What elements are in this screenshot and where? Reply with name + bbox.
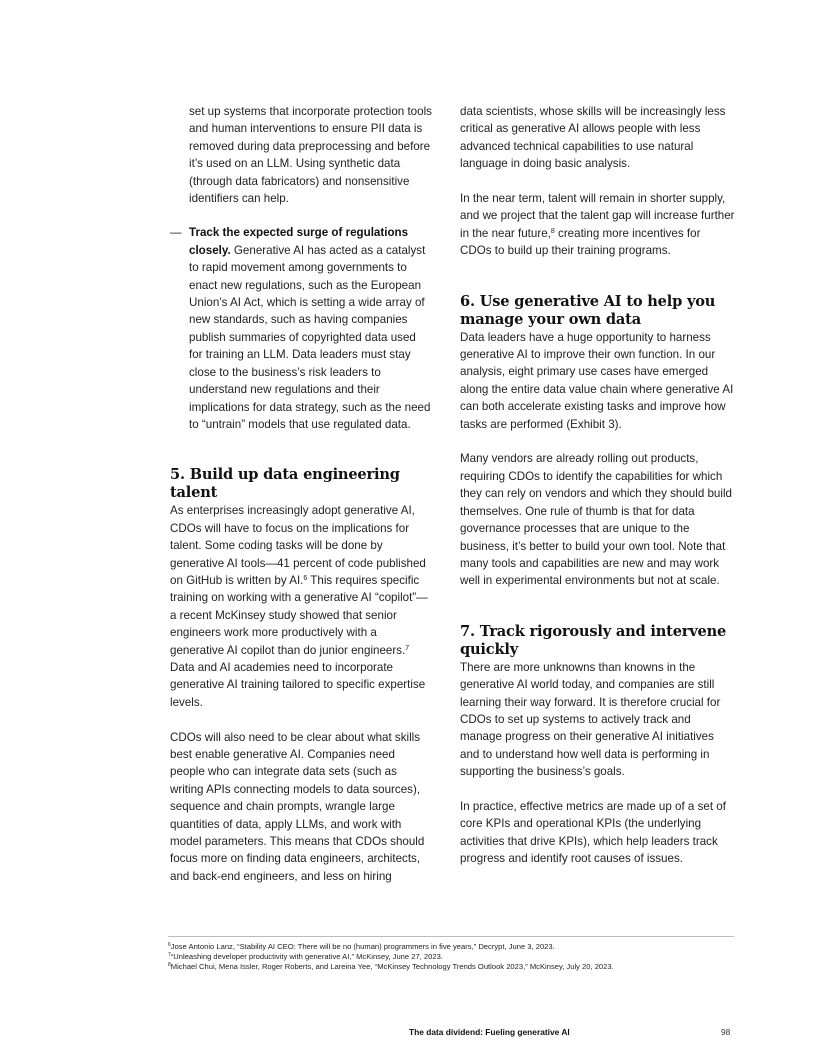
footnote-7 [168, 952, 734, 962]
footnote-text: Jose Antonio Lanz, “Stability AI CEO: There will be no (human) programmers in five years,” Decrypt, June 3, 2023. [170, 942, 555, 951]
bullet-lead: Track the expected surge of regulations closely. [189, 226, 409, 257]
text-run: creating more incentives for CDOs to build up their training programs. [460, 226, 701, 258]
footnote-number: 8 [168, 962, 171, 968]
right-column [460, 103, 735, 868]
continuation-paragraph: data scientists, whose skills will be increasingly less critical as generative AI allows people with less advanced technical capabilities to use natural language in doing basic analysis. [460, 105, 726, 171]
talent-paragraph [460, 190, 735, 260]
section-7-paragraph-2: In practice, effective metrics are made up of a set of core KPIs and operational KPIs (the underlying activities that drive KPIs), which help leaders track progress and identify root causes of issues. [460, 799, 726, 866]
left-column [170, 103, 432, 885]
page-number: 98 [721, 1027, 731, 1037]
section-6-heading: 6. Use generative AI to help you manage your own data [460, 292, 716, 328]
footnote-ref-8[interactable]: 8 [550, 227, 555, 235]
footnote-8 [168, 962, 734, 972]
continuation-paragraph: set up systems that incorporate protection tools and human interventions to ensure PII data is removed during data preprocessing and before it’s used on an LLM. Using synthetic data (through data fabricators) and nonsensitive identifiers can help. [189, 105, 432, 206]
text-run: Data and AI academies need to incorporate generative AI training tailored to specific expertise levels. [170, 660, 426, 709]
footnote-number: 6 [168, 942, 171, 948]
footnote-ref-6[interactable]: 6 [303, 574, 308, 582]
section-7-heading: 7. Track rigorously and intervene quickly [460, 622, 727, 658]
section-5-paragraph-1 [170, 502, 432, 711]
text-run: This requires specific training on working with a generative AI “copilot”—a recent McKinsey study showed that senior engineers work more productively with a generative AI copilot than do junior engineers. [170, 573, 428, 657]
footer-title: The data dividend: Fueling generative AI [409, 1027, 570, 1037]
footnote-text: Michael Chui, Mena Issler, Roger Roberts, and Lareina Yee, “McKinsey Technology Trends Outlook 2023,” McKinsey, July 20, 2023. [170, 962, 614, 971]
dash-bullet: — [170, 226, 182, 240]
footnote-number: 7 [168, 952, 171, 958]
bullet-text: Generative AI has acted as a catalyst to rapid movement among governments to enact new regulations, such as the European Union’s AI Act, which is setting a wide array of new standards, such as having companies publish summaries of copyrighted data used for training an LLM. Data leaders must stay close to the business’s risk leaders to understand new regulations and their implications for data strategy, such as the need to “untrain” models that use regulated data. [189, 243, 431, 431]
section-5-paragraph-2: CDOs will also need to be clear about what skills best enable generative AI. Companies need people who can integrate data sets (such as writing APIs connecting models to data sources), sequence and chain prompts, wrangle large quantities of data, apply LLMs, and work with model parameters. This means that CDOs should focus more on finding data engineers, architects, and back-end engineers, and less on hiring [170, 730, 425, 883]
section-7-paragraph-1: There are more unknowns than knowns in the generative AI world today, and companies are still learning their way forward. It is therefore crucial for CDOs to set up systems to actively track and manage progress on their generative AI initiatives and to understand how well data is performing in supporting the business’s goals. [460, 660, 721, 779]
footnote-text: “Unleashing developer productivity with generative AI,” McKinsey, June 27, 2023. [170, 952, 443, 961]
section-6-paragraph-2: Many vendors are already rolling out products, requiring CDOs to identify the capabilities for which they can rely on vendors and which they should build themselves. One rule of thumb is that for data governance processes that are unique to the business, it’s better to build your own tool. Note that many tools and capabilities are new and may work well in experimental environments but not at scale. [460, 452, 732, 588]
footnote-6 [168, 942, 734, 952]
text-run: In the near term, talent will remain in shorter supply, and we project that the talent gap will increase further in the near future, [460, 192, 735, 240]
footnote-ref-7[interactable]: 7 [405, 644, 410, 652]
text-run: As enterprises increasingly adopt generative AI, CDOs will have to focus on the implications for talent. Some coding tasks will be done by generative AI tools—41 percent of code published on GitHub is written by AI. [170, 504, 426, 587]
section-6-paragraph-1: Data leaders have a huge opportunity to harness generative AI to improve their own function. In our analysis, eight primary use cases have emerged along the entire data value chain where generative AI can both accelerate existing tasks and improve how tasks are performed (Exhibit 3). [460, 330, 734, 431]
footnotes [168, 936, 734, 972]
bullet-regulations [170, 224, 432, 433]
section-5-heading: 5. Build up data engineering talent [170, 466, 400, 502]
